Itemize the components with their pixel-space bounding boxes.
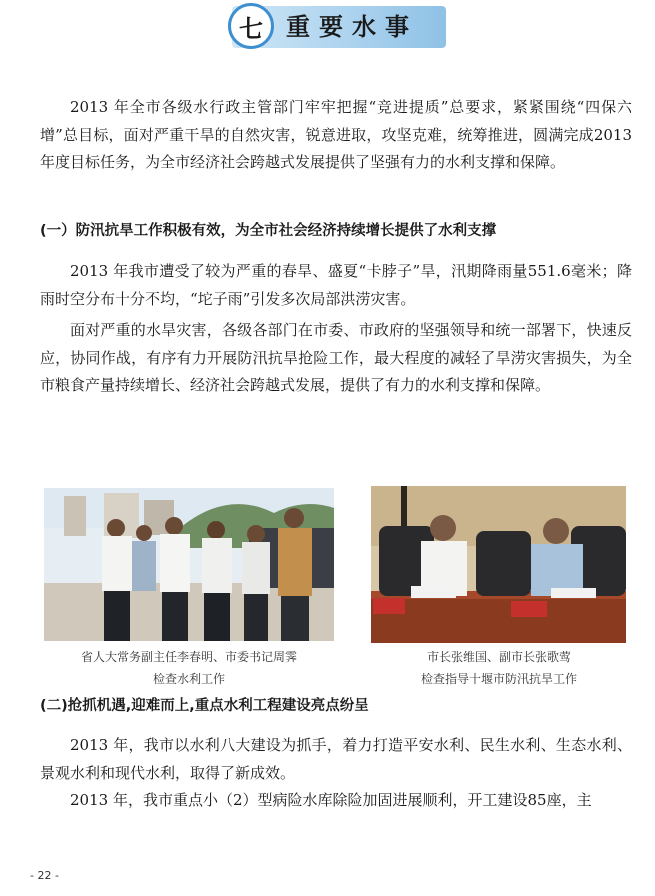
photo-1-caption <box>40 646 338 690</box>
section1-heading: (一）防汛抗旱工作积极有效，为全市社会经济持续增长提供了水利支撑 <box>40 223 497 239</box>
section2-paragraph-2: 2013 年，我市重点小（2）型病险水库除险加固进展顺利，开工建设85座，主 <box>70 791 592 809</box>
section2-heading: (二)抢抓机遇,迎难而上,重点水利工程建设亮点纷呈 <box>40 698 369 714</box>
intro-paragraph: 2013 年全市各级水行政主管部门牢牢把握“竞进提质”总要求，紧紧围绕“四保六增”总目标，面对严重干旱的自然灾害，锐意进取，攻坚克难，统筹推进，圆满完成2013年度目标任务，为全市经济社会跨越式发展提供了坚强有力的水利支撑和保障。 <box>40 98 632 171</box>
photo-1-caption-line2: 检查水利工作 <box>152 672 225 686</box>
photo-1-caption-line1: 省人大常务副主任李春明、市委书记周霁 <box>80 650 297 664</box>
page-number: - 22 - <box>30 869 59 882</box>
section1-paragraph-1: 2013 年我市遭受了较为严重的春旱、盛夏“卡脖子”旱，汛期降雨量551.6毫米；降雨时空分布十分不均，“坨子雨”引发多次局部洪涝灾害。 <box>40 262 632 308</box>
chapter-number: 七 <box>228 3 274 49</box>
photo-2-caption-line2: 检查指导十堰市防汛抗旱工作 <box>420 672 577 686</box>
inspection-photo-2 <box>371 486 626 643</box>
photo-2-caption-line1: 市长张维国、副市长张歌莺 <box>426 650 571 664</box>
chapter-title: 重要水事 <box>286 13 418 41</box>
inspection-photo-1 <box>44 488 334 641</box>
photo-2-caption <box>364 646 634 690</box>
section2-paragraph-1: 2013 年，我市以水利八大建设为抓手，着力打造平安水利、民生水利、生态水利、景观水利和现代水利，取得了新成效。 <box>40 736 632 782</box>
section1-paragraph-2: 面对严重的水旱灾害，各级各部门在市委、市政府的坚强领导和统一部署下，快速反应，协同作战，有序有力开展防汛抗旱抢险工作，最大程度的减轻了旱涝灾害损失，为全市粮食产量持续增长、经济社会跨越式发展，提供了有力的水利支撑和保障。 <box>40 321 632 394</box>
